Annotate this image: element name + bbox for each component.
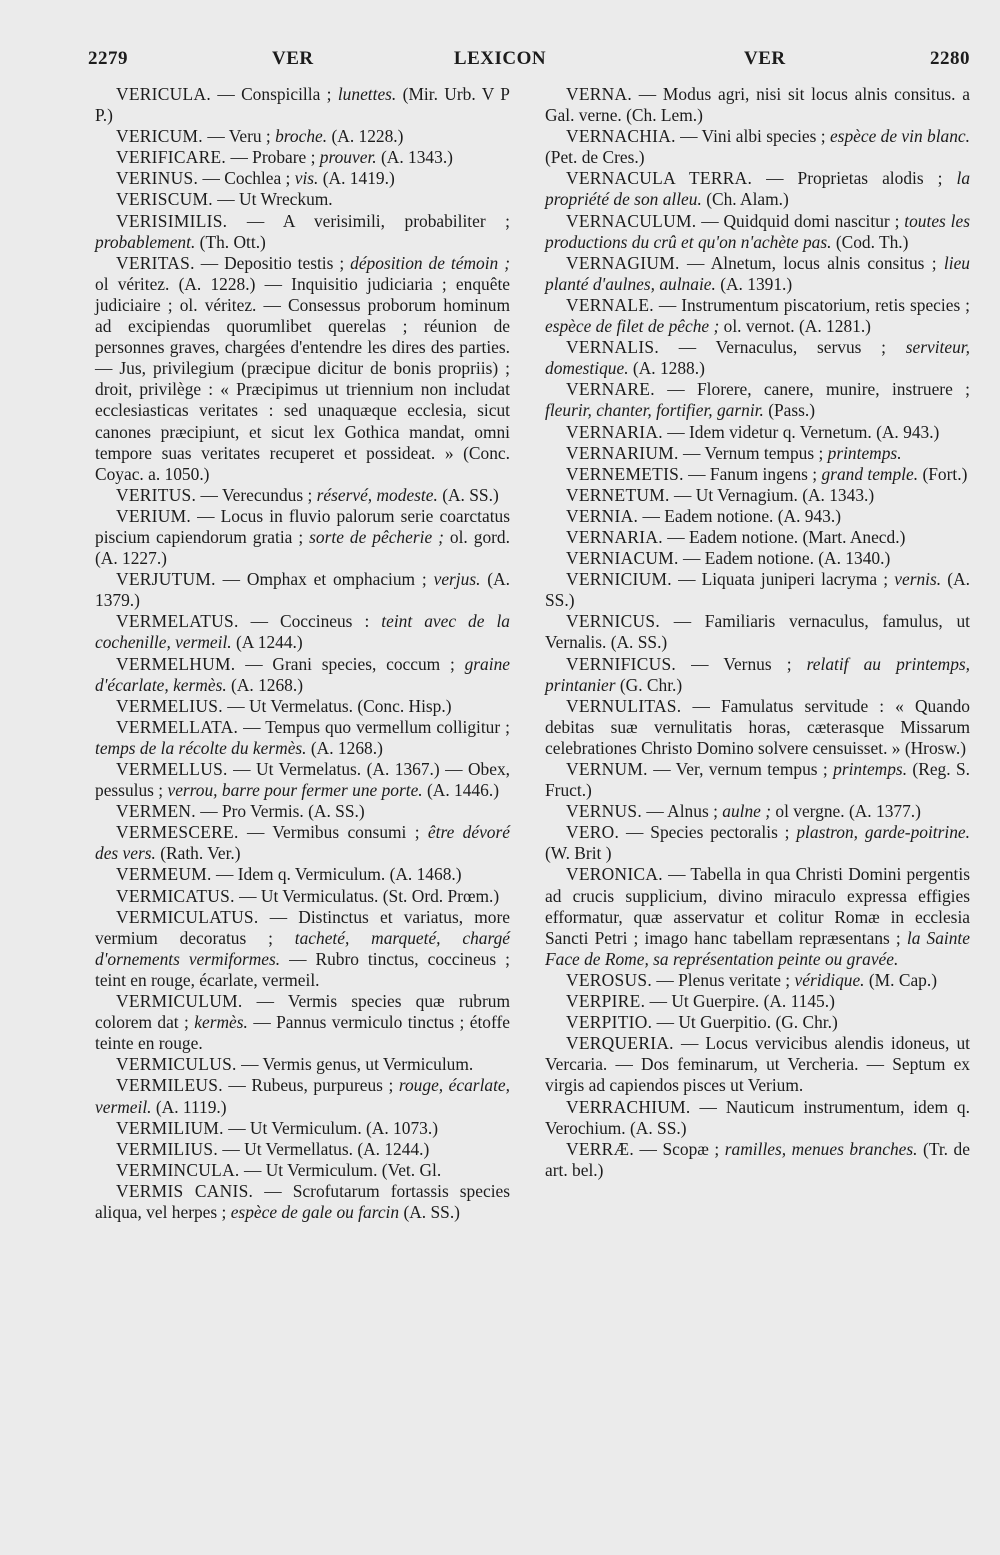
entry-headword: VERNEMETIS. [566, 463, 684, 484]
entry-definition: — Vernum tempus ; [683, 442, 828, 463]
dictionary-entry [545, 611, 970, 653]
entry-definition: — Pro Vermis. [200, 801, 309, 822]
entry-headword: VERMILEUS. [116, 1075, 223, 1096]
entry-source: (A. 1119.) [155, 1096, 227, 1117]
entry-definition: — Florere, canere, munire, instruere ; [667, 379, 971, 400]
entry-french-gloss: lieu planté d'aulnes, aulnaie. [545, 252, 970, 294]
dictionary-entry [545, 464, 970, 485]
entry-definition: — Depositio testis ; [200, 252, 351, 273]
entry-french-gloss: lunettes. [337, 84, 397, 104]
entry-headword: VERNICUS. [566, 611, 661, 632]
entry-source: (W. Brit ) [545, 843, 612, 864]
entry-french-gloss: la Sainte Face de Rome, sa représentation peinte ou gravée. [545, 927, 970, 969]
entry-source: (A. 1228.) [331, 126, 404, 147]
entry-source: (Pet. de Cres.) [545, 147, 645, 168]
entry-headword: VERICUM. [116, 126, 203, 147]
entry-headword: VERNARE. [566, 379, 655, 400]
entry-french-gloss: véridique. [794, 969, 865, 990]
entry-source: (A. 1073.) [366, 1117, 438, 1138]
entry-headword: VERNALIS. [566, 337, 660, 358]
entry-source: (Reg. S. Fruct.) [545, 759, 970, 801]
entry-definition: — Ut Vermelatus. [227, 695, 358, 716]
entry-definition: — Scrofutarum fortassis species aliqua, vel herpes ; [95, 1180, 511, 1222]
entry-source: (A. 1145.) [763, 991, 835, 1012]
entry-headword: VERNIACUM. [566, 548, 679, 569]
entry-source: (A. 1244.) [357, 1138, 430, 1159]
entry-source: (Ch. Lem.) [626, 105, 703, 126]
entry-definition: — Locus vervicibus alendis idoneus, ut Vercaria. — Dos feminarum, ut Vercheria. — Septum ex virgis ad capiendos pisces ut Verium. [545, 1033, 970, 1096]
running-head-left: VER [272, 48, 314, 69]
entry-headword: VERMELATUS. [116, 611, 239, 632]
dictionary-entry [545, 168, 970, 210]
entry-source: (A. 1419.) [322, 168, 395, 189]
entry-headword: VERMELHUM. [116, 653, 236, 674]
entry-source: — Rubro tinctus, coccineus ; teint en rouge, écarlate, vermeil. [95, 948, 510, 990]
entry-headword: VERMICULUS. [116, 1054, 237, 1075]
dictionary-entry [545, 822, 970, 864]
entry-french-gloss: fleurir, chanter, fortifier, garnir. [545, 400, 764, 421]
entry-french-gloss: espèce de filet de pêche ; [545, 316, 720, 337]
entry-headword: VERNUM. [566, 759, 648, 779]
entry-definition: — Eadem notione. [683, 548, 819, 569]
dictionary-entry [545, 485, 970, 506]
page-number-right: 2280 [930, 48, 970, 69]
entry-french-gloss: broche. [275, 126, 328, 147]
entry-french-gloss: teint avec de la cochenille, vermeil. [95, 611, 510, 653]
entry-headword: VERNIA. [566, 505, 639, 526]
dictionary-entry [545, 337, 970, 379]
entry-source: (Mart. Anecd.) [802, 526, 906, 547]
dictionary-entry [545, 253, 970, 295]
dictionary-entry [95, 991, 510, 1054]
dictionary-entry [545, 422, 970, 443]
dictionary-entry [545, 696, 970, 759]
dictionary-entry [95, 801, 510, 822]
dictionary-entry [545, 759, 970, 801]
entry-headword: VERITUS. [116, 484, 197, 505]
left-column [95, 84, 510, 1223]
entry-source: (St. Ord. Prœm.) [382, 885, 500, 906]
entry-source: — Pannus vermiculo tinctus ; étoffe teinte en rouge. [95, 1012, 510, 1054]
entry-french-gloss: relatif au printemps, printanier [545, 653, 970, 695]
entry-headword: VERMICULUM. [116, 991, 243, 1012]
dictionary-entry [545, 527, 970, 548]
entry-headword: VERNACULA TERRA. [566, 168, 753, 189]
entry-source: (Tr. de art. bel.) [545, 1138, 970, 1180]
entry-definition: — Alnus ; [646, 801, 723, 822]
entry-headword: VERICULA. [116, 84, 211, 104]
entry-definition: — Eadem notione. [642, 505, 778, 526]
dictionary-entry [545, 295, 970, 337]
dictionary-entry [545, 211, 970, 253]
entry-source: (A. SS.) [442, 484, 499, 505]
entry-headword: VERRÆ. [566, 1138, 634, 1159]
dictionary-entry [95, 485, 510, 506]
entry-source: (A. 1288.) [632, 358, 705, 379]
entry-definition: — Locus in fluvio palorum serie coarctatus piscium capiendorum gratia ; [95, 505, 510, 547]
entry-definition: — Vernus ; [691, 653, 807, 674]
dictionary-entry [545, 801, 970, 822]
entry-definition: — Ut Guerpitio. [656, 1012, 776, 1033]
entry-source: (Hrosw.) [904, 737, 966, 758]
entry-french-gloss: déposition de témoin ; [350, 252, 510, 273]
entry-definition: — Proprietas alodis ; [766, 168, 957, 189]
dictionary-entry [95, 126, 510, 147]
entry-source: (A. 1468.) [389, 864, 462, 885]
entry-headword: VERITAS. [116, 252, 195, 273]
dictionary-entry [95, 253, 510, 485]
entry-definition: — Distinctus et variatus, more vermium decoratus ; [95, 906, 510, 948]
entry-headword: VERMEN. [116, 801, 196, 822]
entry-definition: — Fanum ingens ; [688, 463, 822, 484]
entry-source: (A. SS.) [610, 632, 668, 653]
dictionary-entry [95, 822, 510, 864]
entry-source: (M. Cap.) [868, 969, 937, 990]
entry-headword: VERNARIA. [566, 421, 663, 442]
dictionary-entry [545, 548, 970, 569]
entry-source: (A. 1379.) [95, 569, 510, 611]
entry-source: (A. 1391.) [720, 273, 793, 294]
dictionary-entry [95, 654, 510, 696]
entry-source: ol. vernot. (A. 1281.) [723, 316, 871, 337]
entry-headword: VERMILIUM. [116, 1117, 224, 1138]
entry-definition: — Grani species, coccum ; [245, 653, 465, 674]
entry-headword: VERMILIUS. [116, 1138, 219, 1159]
entry-definition: — Instrumentum piscatorium, retis species ; [658, 294, 970, 315]
entry-headword: VERQUERIA. [566, 1033, 674, 1054]
entry-headword: VERMICULATUS. [116, 906, 259, 927]
entry-source: (Cod. Th.) [835, 231, 909, 252]
entry-definition: — Quidquid domi nascitur ; [701, 210, 905, 231]
entry-headword: VERO. [566, 822, 620, 843]
entry-headword: VERMELLUS. [116, 759, 228, 779]
entry-headword: VERNA. [566, 84, 633, 104]
entry-source: (Th. Ott.) [199, 231, 266, 252]
entry-headword: VERNIFICUS. [566, 653, 677, 674]
dictionary-entry [545, 506, 970, 527]
entry-definition: — Ut Vernagium. [674, 484, 803, 505]
entry-source: (A. 1340.) [818, 548, 891, 569]
entry-french-gloss: être dévoré des vers. [95, 822, 510, 864]
entry-french-gloss: tacheté, marqueté, chargé d'ornements vermiformes. [95, 927, 510, 969]
entry-definition: — Alnetum, locus alnis consitus ; [686, 252, 944, 273]
entry-french-gloss: la propriété de son alleu. [545, 168, 971, 210]
dictionary-entry [545, 379, 970, 421]
entry-definition: — Conspicilla ; [217, 84, 338, 104]
entry-headword: VERNARIUM. [566, 442, 679, 463]
running-head-right: VER [744, 48, 786, 69]
entry-definition: — A verisimili, probabiliter ; [246, 210, 510, 231]
dictionary-entry [95, 506, 510, 569]
entry-headword: VERIFICARE. [116, 147, 227, 168]
dictionary-entry [95, 696, 510, 717]
entry-definition: — Ut Wreckum. [217, 189, 333, 210]
entry-french-gloss: prouver. [319, 147, 377, 168]
dictionary-entry [545, 1097, 970, 1139]
dictionary-entry [545, 126, 970, 168]
entry-definition: — Familiaris vernaculus, famulus, ut Vernalis. [545, 611, 970, 653]
dictionary-entry [95, 211, 510, 253]
entry-french-gloss: plastron, garde-poitrine. [796, 822, 970, 843]
entry-headword: VERJUTUM. [116, 569, 216, 590]
entry-source: (G. Chr.) [775, 1012, 838, 1033]
entry-source: (A. SS.) [630, 1117, 687, 1138]
entry-definition: — Scopæ ; [639, 1138, 725, 1159]
entry-headword: VERNALE. [566, 294, 654, 315]
dictionary-entry [95, 611, 510, 653]
entry-french-gloss: espèce de vin blanc. [829, 126, 970, 147]
entry-french-gloss: grand temple. [821, 463, 919, 484]
entry-headword: VERNARIA. [566, 526, 663, 547]
entry-definition: — Omphax et omphacium ; [222, 569, 434, 590]
entry-source: ol vergne. (A. 1377.) [775, 801, 921, 822]
entry-definition: — Rubeus, purpureus ; [228, 1075, 399, 1096]
entry-definition: — Vermis species quæ rubrum colorem dat ; [95, 991, 510, 1033]
dictionary-entry [95, 168, 510, 189]
entry-headword: VERNETUM. [566, 484, 670, 505]
entry-french-gloss: verrou, barre pour fermer une porte. [167, 780, 423, 801]
entry-headword: VERINUS. [116, 168, 199, 189]
entry-source: (Fort.) [922, 463, 968, 484]
entry-source: (A. SS.) [403, 1201, 460, 1222]
dictionary-entry [545, 991, 970, 1012]
dictionary-entry [95, 907, 510, 991]
entry-definition: — Probare ; [230, 147, 320, 168]
dictionary-entry [545, 864, 970, 969]
entry-headword: VERMELLATA. [116, 716, 239, 737]
entry-definition: — Coccineus : [250, 611, 382, 632]
entry-headword: VERIUM. [116, 505, 192, 526]
entry-french-gloss: temps de la récolte du kermès. [95, 737, 307, 758]
dictionary-entry [545, 654, 970, 696]
dictionary-entry [95, 84, 510, 126]
dictionary-entry [95, 569, 510, 611]
entry-definition: — Idem q. Vermiculum. [216, 864, 390, 885]
entry-french-gloss: vernis. [894, 569, 942, 590]
entry-french-gloss: kermès. [194, 1012, 248, 1033]
entry-headword: VERMICATUS. [116, 885, 235, 906]
entry-french-gloss: vis. [294, 168, 319, 189]
entry-definition: — Verecundus ; [200, 484, 317, 505]
dictionary-entry [545, 1139, 970, 1181]
dictionary-entry [545, 84, 970, 126]
entry-definition: — Ut Vermellatus. [222, 1138, 358, 1159]
entry-headword: VERNUS. [566, 801, 643, 822]
entry-headword: VERNAGIUM. [566, 252, 680, 273]
running-head-center: LEXICON [453, 48, 547, 69]
entry-definition: — Liquata juniperi lacryma ; [678, 569, 895, 590]
dictionary-entry [95, 1054, 510, 1075]
right-column [545, 84, 970, 1181]
entry-definition: — Ut Vermiculatus. [239, 885, 383, 906]
entry-french-gloss: probablement. [95, 231, 196, 252]
entry-headword: VEROSUS. [566, 969, 652, 990]
entry-definition: — Ut Vermelatus. (A. 1367.) — Obex, pessulus ; [95, 759, 510, 801]
entry-headword: VERPIRE. [566, 991, 646, 1012]
entry-headword: VERNACULUM. [566, 210, 697, 231]
entry-source: (Vet. Gl. [381, 1159, 442, 1180]
entry-definition: — Vermis genus, ut Vermiculum. [241, 1054, 474, 1075]
entry-headword: VERNULITAS. [566, 695, 682, 716]
entry-headword: VERMESCERE. [116, 822, 239, 843]
dictionary-entry [545, 1033, 970, 1096]
dictionary-entry [95, 1118, 510, 1139]
entry-source: (A. 943.) [777, 505, 842, 526]
entry-french-gloss: espèce de gale ou farcin [230, 1201, 400, 1222]
entry-french-gloss: sorte de pêcherie ; [309, 526, 444, 547]
entry-source: (A. 1268.) [231, 674, 304, 695]
entry-source: (A. 1343.) [381, 147, 453, 168]
entry-definition: — Eadem notione. [667, 526, 803, 547]
dictionary-entry [95, 864, 510, 885]
entry-source: (A. 1446.) [427, 780, 499, 801]
entry-definition: — Famulatus servitude : « Quando debitas suæ vernulitatis horas, cæterasque Missarum celebrationes Christo Domino solvere censuisset. » [545, 695, 970, 758]
dictionary-entry [95, 189, 510, 210]
entry-headword: VERMELIUS. [116, 695, 223, 716]
entry-source: (A. SS.) [545, 569, 970, 611]
entry-definition: — Veru ; [207, 126, 276, 147]
entry-source: (Pass.) [768, 400, 816, 421]
dictionary-entry [95, 759, 510, 801]
entry-source: (Ch. Alam.) [706, 189, 789, 210]
entry-headword: VERISIMILIS. [116, 210, 228, 231]
entry-french-gloss: toutes les productions du crû et qu'on n'achète pas. [545, 210, 970, 252]
entry-headword: VERMINCULA. [116, 1159, 240, 1180]
entry-headword: VERNACHIA. [566, 126, 676, 147]
entry-source: (A. SS.) [308, 801, 365, 822]
entry-definition: — Cochlea ; [202, 168, 295, 189]
dictionary-entry [95, 147, 510, 168]
entry-source: (A. 1343.) [802, 484, 875, 505]
entry-headword: VERPITIO. [566, 1012, 653, 1033]
dictionary-entry [95, 1139, 510, 1160]
entry-definition: — Ut Vermiculum. [228, 1117, 367, 1138]
entry-definition: — Idem videtur q. Vernetum. [667, 421, 877, 442]
entry-source: (Mir. Urb. V P P.) [95, 84, 510, 126]
entry-source: (G. Chr.) [619, 674, 683, 695]
entry-definition: — Tabella in qua Christi Domini pergentis ad crucis supplicium, divino miraculo expressa effigies efformatur, quæ asservatur et colitur Romæ in ecclesia Sancti Petri ; imago hanc tabellam repræsentans ; [545, 864, 970, 948]
dictionary-entry [95, 717, 510, 759]
entry-source: ol. gord. (A. 1227.) [95, 526, 510, 569]
entry-source: (Rath. Ver.) [160, 843, 241, 864]
entry-french-gloss: printemps. [833, 759, 908, 779]
entry-french-gloss: aulne ; [722, 801, 772, 822]
entry-source: (A. 943.) [876, 421, 940, 442]
dictionary-entry [545, 970, 970, 991]
entry-definition: — Vernaculus, servus ; [678, 337, 906, 358]
entry-definition: — Ver, vernum tempus ; [653, 759, 834, 779]
entry-french-gloss: graine d'écarlate, kermès. [95, 653, 510, 695]
dictionary-entry [545, 443, 970, 464]
entry-definition: — Modus agri, nisi sit locus alnis consitus. a Gal. verne. [545, 84, 970, 126]
entry-source: (Conc. Hisp.) [357, 695, 452, 716]
entry-french-gloss: serviteur, domestique. [545, 337, 970, 379]
entry-headword: VERMIS CANIS. [116, 1180, 254, 1201]
entry-definition: — Ut Guerpire. [649, 991, 764, 1012]
entry-headword: VERISCUM. [116, 189, 213, 210]
entry-french-gloss: rouge, écarlate, vermeil. [95, 1075, 510, 1117]
entry-headword: VERMEUM. [116, 864, 212, 885]
entry-definition: — Species pectoralis ; [626, 822, 797, 843]
entry-definition: — Nauticum instrumentum, idem q. Verochium. [545, 1096, 970, 1138]
entry-headword: VERRACHIUM. [566, 1096, 691, 1117]
dictionary-entry [95, 1075, 510, 1117]
dictionary-entry [545, 569, 970, 611]
entry-definition: — Vermibus consumi ; [247, 822, 428, 843]
entry-definition: — Plenus veritate ; [656, 969, 795, 990]
entry-french-gloss: verjus. [433, 569, 481, 590]
entry-definition: — Ut Vermiculum. [243, 1159, 382, 1180]
page-number-left: 2279 [88, 48, 128, 69]
dictionary-entry [95, 1160, 510, 1181]
dictionary-entry [95, 886, 510, 907]
entry-headword: VERNICIUM. [566, 569, 672, 590]
entry-french-gloss: printemps. [827, 442, 902, 463]
entry-french-gloss: réservé, modeste. [316, 484, 438, 505]
dictionary-entry [545, 1012, 970, 1033]
entry-source: (A. 1268.) [310, 737, 383, 758]
entry-headword: VERONICA. [566, 864, 663, 885]
dictionary-entry [95, 1181, 510, 1223]
entry-definition: — Vini albi species ; [680, 126, 830, 147]
entry-french-gloss: ramilles, menues branches. [724, 1138, 918, 1159]
entry-source: (A 1244.) [236, 632, 303, 653]
entry-definition: — Tempus quo vermellum colligitur ; [243, 716, 510, 737]
entry-source: ol véritez. (A. 1228.) — Inquisitio judiciaria ; enquête judiciaire ; ol. véritez. — Consessus proborum hominum ad excipiendas quorumlibet querelas ; réunion de personnes graves, chargées d'entendre les dires des parties. — Jus, privilegium (præcipue dicitur de bonis propriis) ; droit, privilège : « Præcipimus ut triennium non includat ecclesiasticas veritates : sed unaquæque ecclesia, sicut canones præcipiunt, et sicut lex Gothica mandat, omni tempore suas veritates recuperet et possideat. » (Conc. Coyac. a. 1050.) [95, 273, 510, 484]
